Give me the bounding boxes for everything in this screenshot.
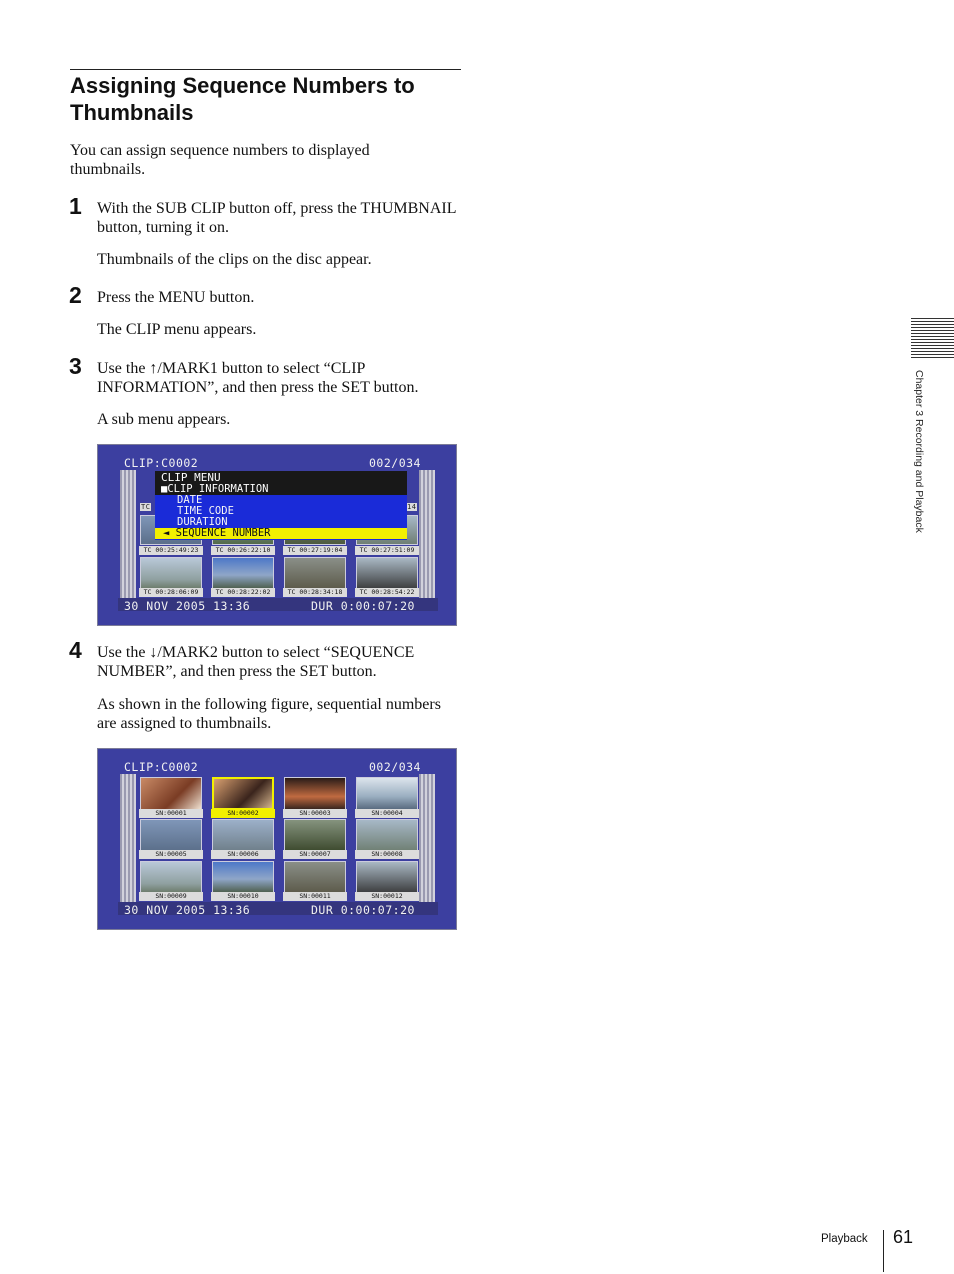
- thumbnail: [140, 557, 202, 590]
- menu-title: CLIP MENU: [155, 471, 407, 484]
- submenu-item-date[interactable]: DATE: [177, 494, 203, 506]
- sequence-number-label: SN:00009: [139, 892, 203, 901]
- thumbnail[interactable]: [284, 819, 346, 852]
- heading-rule: [70, 69, 461, 70]
- sequence-number-label: SN:00006: [211, 850, 275, 859]
- sequence-number-label: SN:00010: [211, 892, 275, 901]
- recording-date: 30 NOV 2005 13:36: [124, 599, 251, 613]
- left-film-stripe: [120, 470, 136, 600]
- sequence-number-label: SN:00002: [211, 809, 275, 818]
- sequence-number-label: SN:00001: [139, 809, 203, 818]
- step-1-result: Thumbnails of the clips on the disc appear.: [97, 251, 372, 268]
- clip-menu-screenshot: [97, 444, 457, 626]
- clip-count: 002/034: [369, 760, 421, 774]
- step-number-3: 3: [69, 353, 82, 379]
- sequence-number-label: SN:00008: [355, 850, 419, 859]
- step-number-2: 2: [69, 282, 82, 308]
- thumbnail[interactable]: [212, 819, 274, 852]
- sequence-number-label: SN:00012: [355, 892, 419, 901]
- submenu-item-duration[interactable]: DURATION: [177, 516, 228, 528]
- thumbnail[interactable]: [212, 861, 274, 894]
- thumbnail[interactable]: [284, 777, 346, 810]
- step-number-4: 4: [69, 637, 82, 663]
- clip-duration: DUR 0:00:07:20: [311, 903, 415, 917]
- timecode-label: TC 00:25:49:23: [139, 546, 203, 555]
- clip-duration: DUR 0:00:07:20: [311, 599, 415, 613]
- sequence-number-screenshot: [97, 748, 457, 930]
- thumbnail[interactable]: [356, 861, 418, 894]
- thumbnail: [284, 557, 346, 590]
- thumbnail[interactable]: [140, 861, 202, 894]
- submenu-item-sequence-number[interactable]: ◄ SEQUENCE NUMBER: [155, 528, 407, 539]
- thumbnail: [212, 557, 274, 590]
- sequence-number-label: SN:00011: [283, 892, 347, 901]
- page-number: 61: [893, 1227, 914, 1247]
- step-2-result: The CLIP menu appears.: [97, 321, 257, 338]
- thumbnail-selected[interactable]: [212, 777, 274, 810]
- step-1-text: With the SUB CLIP button off, press the THUMBNAIL button, turning it on.: [97, 200, 456, 236]
- timecode-label: TC 00:28:34:18: [283, 588, 347, 597]
- clip-name: CLIP:C0002: [124, 760, 199, 774]
- sequence-number-label: SN:00005: [139, 850, 203, 859]
- step-3-text: Use the ↑/MARK1 button to select “CLIP INFORMATION”, and then press the SET button.: [97, 360, 419, 396]
- timecode-label: TC 00:26:22:10: [211, 546, 275, 555]
- timecode-label: TC 00:28:22:02: [211, 588, 275, 597]
- footer-section: Playback: [821, 1233, 868, 1245]
- clip-name: CLIP:C0002: [124, 456, 199, 470]
- thumbnail: [356, 557, 418, 590]
- sequence-number-label: SN:00007: [283, 850, 347, 859]
- step-3-result: A sub menu appears.: [97, 411, 231, 428]
- thumbnail[interactable]: [140, 777, 202, 810]
- left-film-stripe: [120, 774, 136, 904]
- chapter-tab-marker: [911, 318, 954, 360]
- step-4-result: As shown in the following figure, sequential numbers are assigned to thumbnails.: [97, 696, 441, 732]
- clip-count: 002/034: [369, 456, 421, 470]
- right-count-mark: 14: [407, 503, 417, 511]
- thumbnail[interactable]: [284, 861, 346, 894]
- timecode-label: TC 00:27:19:04: [283, 546, 347, 555]
- right-film-stripe: [419, 470, 435, 600]
- page-title: Assigning Sequence Numbers to Thumbnails: [70, 73, 415, 125]
- thumbnail[interactable]: [140, 819, 202, 852]
- sequence-number-label: SN:00004: [355, 809, 419, 818]
- step-4-text: Use the ↓/MARK2 button to select “SEQUENCE NUMBER”, and then press the SET button.: [97, 644, 415, 680]
- chapter-label: Chapter 3 Recording and Playback: [913, 370, 925, 533]
- footer-divider: [883, 1230, 884, 1272]
- menu-item-clip-information[interactable]: ■CLIP INFORMATION: [155, 484, 407, 495]
- timecode-label: TC 00:28:54:22: [355, 588, 419, 597]
- timecode-label: TC 00:27:51:09: [355, 546, 419, 555]
- thumbnail[interactable]: [356, 819, 418, 852]
- step-number-1: 1: [69, 193, 82, 219]
- submenu-item-time-code[interactable]: TIME CODE: [177, 505, 234, 517]
- intro-paragraph: You can assign sequence numbers to displayed thumbnails.: [70, 142, 370, 178]
- clip-menu: [155, 471, 407, 543]
- timecode-label: TC 00:28:06:09: [139, 588, 203, 597]
- submenu: [155, 495, 407, 540]
- step-2-text: Press the MENU button.: [97, 289, 255, 306]
- recording-date: 30 NOV 2005 13:36: [124, 903, 251, 917]
- left-tc-mark: TC: [141, 503, 151, 511]
- thumbnail[interactable]: [356, 777, 418, 810]
- right-film-stripe: [419, 774, 435, 904]
- sequence-number-label: SN:00003: [283, 809, 347, 818]
